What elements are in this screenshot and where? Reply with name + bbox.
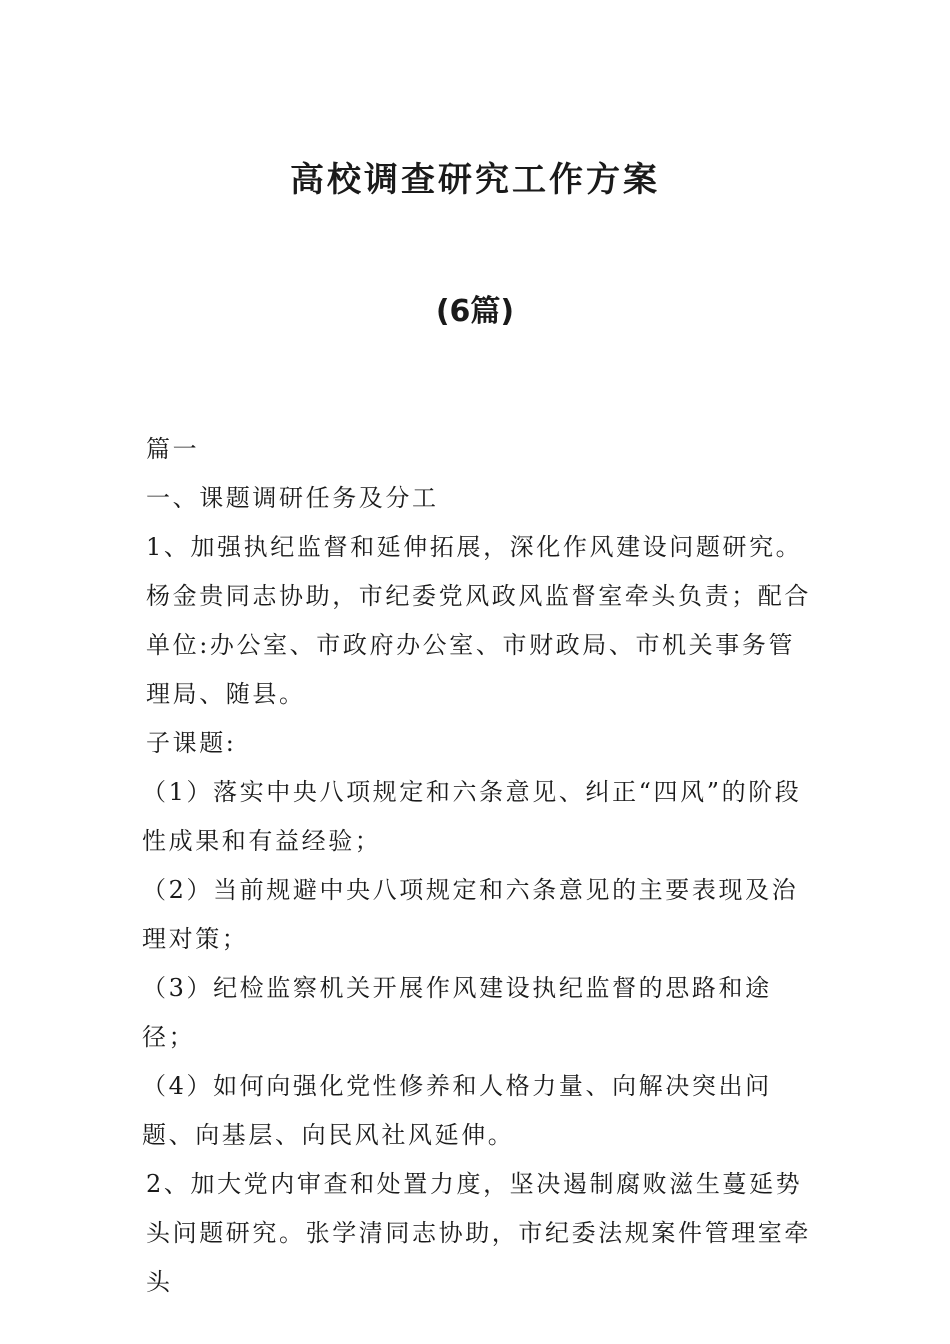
document-title: 高校调查研究工作方案 [290, 160, 660, 200]
section-heading: 一、课题调研任务及分工 [146, 484, 439, 512]
paragraph: 1、加强执纪监督和延伸拓展，深化作风建设问题研究。杨金贵同志协助，市纪委党风政风监督室牵头负责；配合单位:办公室、市政府办公室、市财政局、市机关事务管理局、随县。 [146, 533, 811, 708]
subtopic-item: （3）纪检监察机关开展作风建设执纪监督的思路和途径； [142, 974, 772, 1051]
subtopic-item: （2）当前规避中央八项规定和六条意见的主要表现及治理对策； [142, 876, 799, 953]
subtopic-label: 子课题: [146, 729, 237, 757]
section-label: 篇一 [146, 435, 200, 463]
subtopic-item: （4）如何向强化党性修养和人格力量、向解决突出问题、向基层、向民风社风延伸。 [142, 1072, 772, 1149]
document-body [142, 425, 821, 1307]
paragraph: 2、加大党内审查和处置力度，坚决遏制腐败滋生蔓延势头问题研究。张学清同志协助，市纪委法规案件管理室牵头 [146, 1170, 811, 1296]
subtopic-item: （1）落实中央八项规定和六条意见、纠正“四风”的阶段性成果和有益经验； [142, 778, 802, 855]
document-subtitle: (6篇) [435, 294, 515, 329]
